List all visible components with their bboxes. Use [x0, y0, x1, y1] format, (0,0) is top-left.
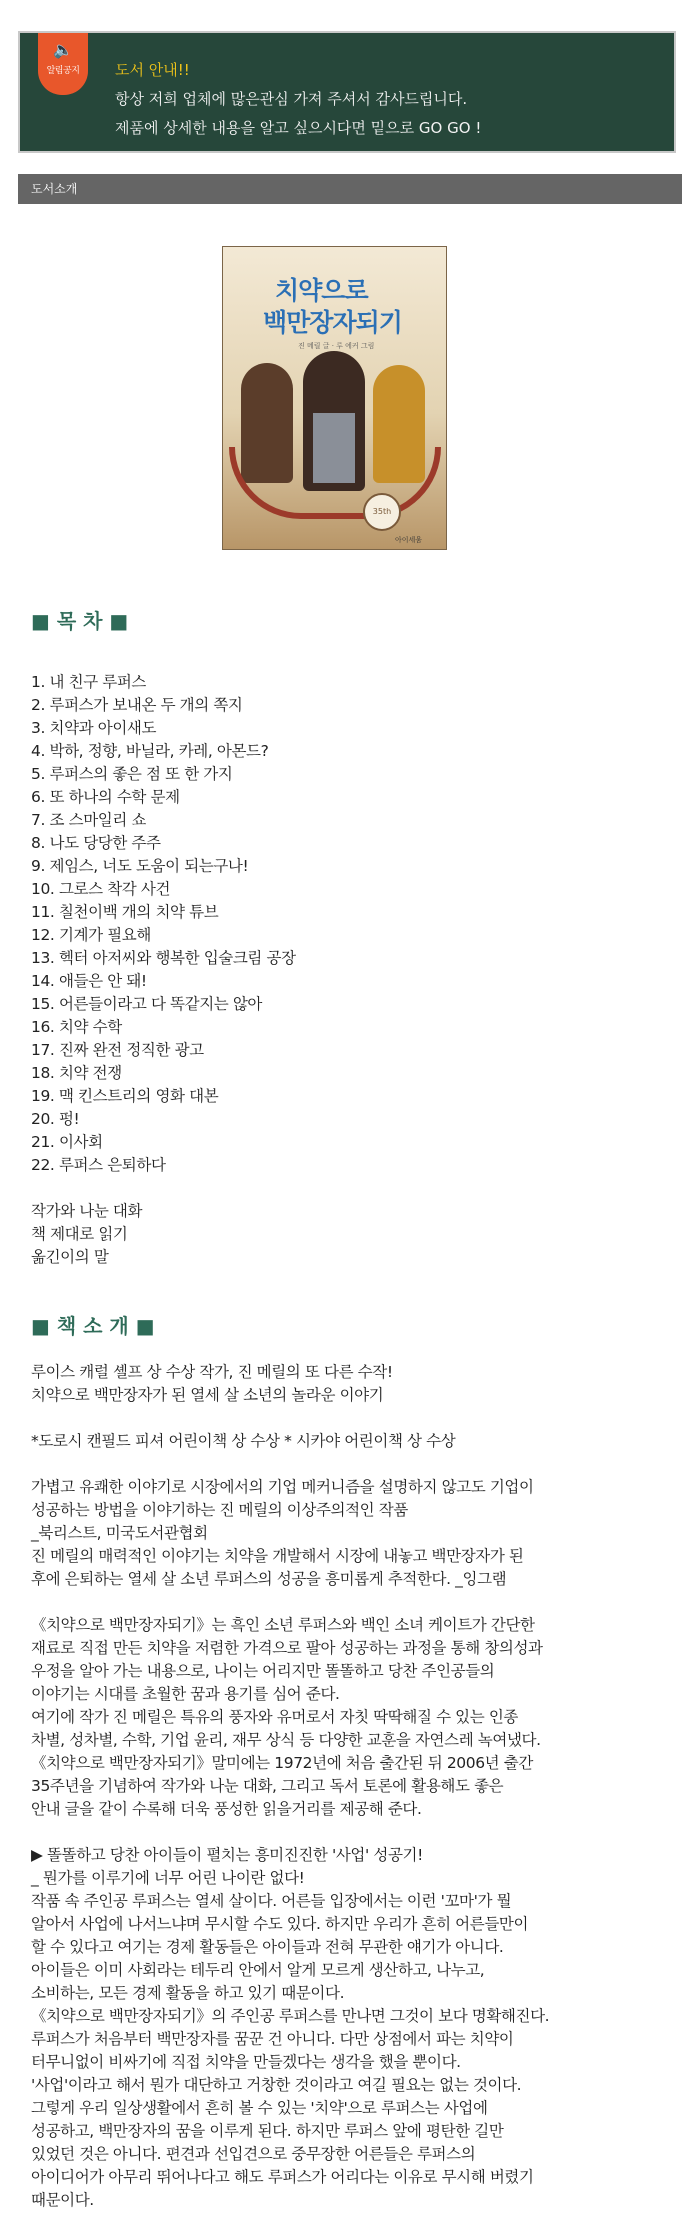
toc-item: 1. 내 친구 루퍼스	[31, 673, 147, 691]
toc-extra-item: 옮긴이의 말	[31, 1248, 109, 1266]
toc-item: 20. 펑!	[31, 1110, 80, 1128]
intro-text-line: 이야기는 시대를 초월한 꿈과 용기를 심어 준다.	[31, 1685, 340, 1703]
toc-item: 11. 칠천이백 개의 치약 튜브	[31, 903, 219, 921]
intro-text-line: 재료로 직접 만든 치약을 저렴한 가격으로 팔아 성공하는 과정을 통해 창의성과	[31, 1639, 543, 1657]
notice-banner	[18, 31, 676, 153]
intro-blank-line	[31, 1453, 549, 1476]
section-bar-book-intro: 도서소개	[18, 174, 682, 204]
intro-text-line: 가볍고 유쾌한 이야기로 시장에서의 기업 메커니즘을 설명하지 않고도 기업이	[31, 1478, 534, 1496]
intro-text-line: 때문이다.	[31, 2191, 94, 2209]
notice-badge-label: 알림공지	[46, 66, 80, 76]
toc-item: 16. 치약 수학	[31, 1018, 122, 1036]
cover-authors: 진 메릴 글 · 루 에커 그림	[298, 342, 375, 350]
intro-text-line: 그렇게 우리 일상생활에서 흔히 볼 수 있는 '치약'으로 루퍼스는 사업에	[31, 2099, 488, 2117]
intro-text-line: 소비하는, 모든 경제 활동을 하고 있기 때문이다.	[31, 1984, 345, 2002]
book-cover-image	[222, 246, 447, 550]
toc-item: 15. 어른들이라고 다 똑같지는 않아	[31, 995, 263, 1013]
intro-text-line: 진 메릴의 매력적인 이야기는 치약을 개발해서 시장에 내놓고 백만장자가 된	[31, 1547, 524, 1565]
intro-text-line: 성공하는 방법을 이야기하는 진 메릴의 이상주의적인 작품	[31, 1501, 408, 1519]
toc-item: 9. 제임스, 너도 도움이 되는구나!	[31, 857, 249, 875]
toc-item: 6. 또 하나의 수학 문제	[31, 788, 180, 806]
toc-item: 22. 루퍼스 은퇴하다	[31, 1156, 166, 1174]
intro-text-line: _ 뭔가를 이루기에 너무 어린 나이란 없다!	[31, 1869, 305, 1887]
intro-text-line: 우정을 알아 가는 내용으로, 나이는 어리지만 똘똘하고 당찬 주인공들의	[31, 1662, 495, 1680]
intro-heading: ■ 책 소 개 ■	[31, 1314, 155, 1338]
toc-item: 21. 이사회	[31, 1133, 103, 1151]
intro-body	[31, 1361, 549, 2212]
intro-text-line: 성공하고, 백만장자의 꿈을 이루게 된다. 하지만 루퍼스 앞에 평탄한 길만	[31, 2122, 504, 2140]
intro-text-line: 있었던 것은 아니다. 편견과 선입견으로 중무장한 어른들은 루퍼스의	[31, 2145, 476, 2163]
toc-item: 7. 조 스마일리 쇼	[31, 811, 147, 829]
toc-item: 2. 루퍼스가 보내온 두 개의 쪽지	[31, 696, 243, 714]
intro-text-line: *도로시 캔필드 피셔 어린이책 상 수상 * 시카야 어린이책 상 수상	[31, 1432, 456, 1450]
toc-item: 19. 맥 킨스트리의 영화 대본	[31, 1087, 219, 1105]
toc-spacer	[31, 1177, 296, 1200]
toc-extra-item: 책 제대로 읽기	[31, 1225, 128, 1243]
intro-text-line: 할 수 있다고 여기는 경제 활동들은 아이들과 전혀 무관한 얘기가 아니다.	[31, 1938, 504, 1956]
intro-text-line: '사업'이라고 해서 뭔가 대단하고 거창한 것이라고 여길 필요는 없는 것이다.	[31, 2076, 522, 2094]
toc-item: 8. 나도 당당한 주주	[31, 834, 161, 852]
notice-badge	[38, 33, 88, 95]
intro-text-line: 치약으로 백만장자가 된 열세 살 소년의 놀라운 이야기	[31, 1386, 384, 1404]
intro-text-line: 《치약으로 백만장자되기》말미에는 1972년에 처음 출간된 뒤 2006년 출간	[31, 1754, 533, 1772]
intro-blank-line	[31, 1591, 549, 1614]
intro-text-line: 차별, 성차별, 수학, 기업 윤리, 재무 상식 등 다양한 교훈을 자연스레 녹여냈다.	[31, 1731, 541, 1749]
cover-anniversary-badge: 35th	[363, 493, 401, 531]
intro-blank-line	[31, 1821, 549, 1844]
intro-text-line: 알아서 사업에 나서느냐며 무시할 수도 있다. 하지만 우리가 흔히 어른들만이	[31, 1915, 529, 1933]
toc-item: 3. 치약과 아이새도	[31, 719, 157, 737]
intro-text-line: 《치약으로 백만장자되기》의 주인공 루퍼스를 만나면 그것이 보다 명확해진다.	[31, 2007, 550, 2025]
intro-text-line: 《치약으로 백만장자되기》는 흑인 소년 루퍼스와 백인 소녀 케이트가 간단한	[31, 1616, 535, 1634]
intro-text-line: 여기에 작가 진 메릴은 특유의 풍자와 유머로서 자칫 딱딱해질 수 있는 인종	[31, 1708, 518, 1726]
intro-text-line: 루퍼스가 처음부터 백만장자를 꿈꾼 건 아니다. 다만 상점에서 파는 치약이	[31, 2030, 514, 2048]
intro-text-line: ▶ 똘똘하고 당찬 아이들이 펼치는 흥미진진한 '사업' 성공기!	[31, 1846, 423, 1864]
toc-heading: ■ 목 차 ■	[31, 609, 129, 633]
notice-line-scroll: 제품에 상세한 내용을 알고 싶으시다면 밑으로 GO GO !	[115, 119, 482, 137]
toc-item: 5. 루퍼스의 좋은 점 또 한 가지	[31, 765, 233, 783]
toc-item: 4. 박하, 정향, 바닐라, 카레, 아몬드?	[31, 742, 269, 760]
cover-banner	[229, 447, 441, 519]
intro-text-line: 아이디어가 아무리 뛰어나다고 해도 루퍼스가 어리다는 이유로 무시해 버렸기	[31, 2168, 534, 2186]
intro-text-line: _북리스트, 미국도서관협회	[31, 1524, 208, 1542]
speaker-icon: 🔈	[53, 40, 73, 59]
toc-item: 17. 진짜 완전 정직한 광고	[31, 1041, 204, 1059]
intro-text-line: 안내 글을 같이 수록해 더욱 풍성한 읽을거리를 제공해 준다.	[31, 1800, 422, 1818]
notice-line-thanks: 항상 저희 업체에 많은관심 가져 주셔서 감사드립니다.	[115, 90, 468, 108]
intro-text-line: 아이들은 이미 사회라는 테두리 안에서 알게 모르게 생산하고, 나누고,	[31, 1961, 485, 1979]
cover-publisher: 아이세움	[395, 536, 423, 544]
intro-text-line: 작품 속 주인공 루퍼스는 열세 살이다. 어른들 입장에서는 이런 '꼬마'가 뭘	[31, 1892, 512, 1910]
intro-text-line: 후에 은퇴하는 열세 살 소년 루퍼스의 성공을 흥미롭게 추적한다. _잉그램	[31, 1570, 507, 1588]
toc-item: 18. 치약 전쟁	[31, 1064, 122, 1082]
toc-list	[31, 671, 296, 1269]
intro-text-line: 35주년을 기념하여 작가와 나눈 대화, 그리고 독서 토론에 활용해도 좋은	[31, 1777, 504, 1795]
toc-item: 12. 기계가 필요해	[31, 926, 151, 944]
toc-item: 13. 헥터 아저씨와 행복한 입술크림 공장	[31, 949, 296, 967]
cover-title-line1: 치약으로	[275, 276, 368, 305]
intro-blank-line	[31, 1407, 549, 1430]
toc-item: 10. 그로스 착각 사건	[31, 880, 171, 898]
intro-text-line: 루이스 캐럴 셸프 상 수상 작가, 진 메릴의 또 다른 수작!	[31, 1363, 393, 1381]
cover-title-line2: 백만장자되기	[263, 308, 402, 337]
toc-extra-item: 작가와 나눈 대화	[31, 1202, 143, 1220]
toc-item: 14. 애들은 안 돼!	[31, 972, 147, 990]
notice-line-title: 도서 안내!!	[115, 61, 190, 79]
intro-text-line: 터무니없이 비싸기에 직접 치약을 만들겠다는 생각을 했을 뿐이다.	[31, 2053, 461, 2071]
